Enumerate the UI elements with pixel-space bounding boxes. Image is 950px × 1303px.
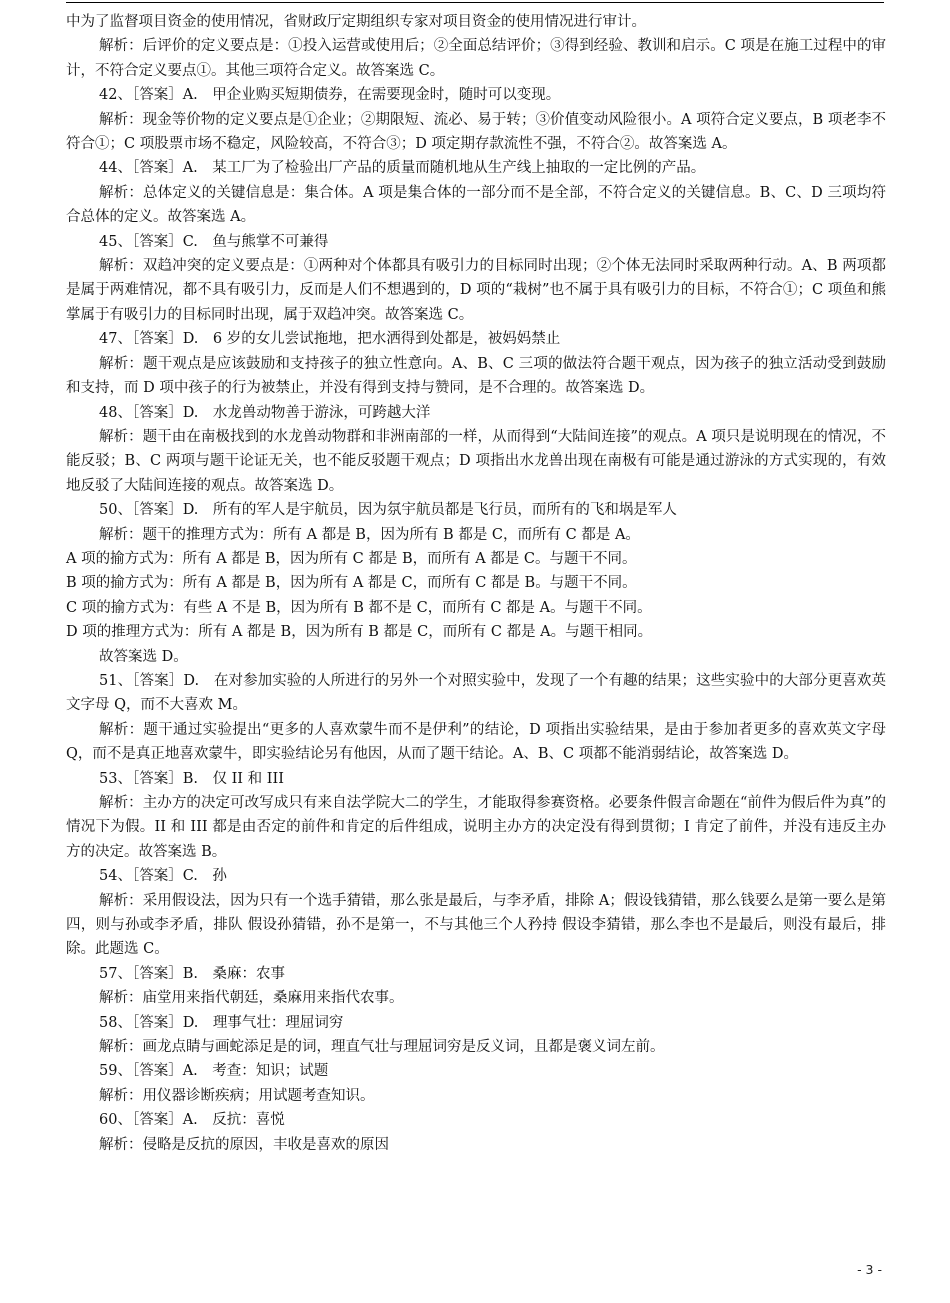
paragraph: 51、［答案］D. 在对参加实验的人所进行的另外一个对照实验中，发现了一个有趣的结果；这些实验中的大部分更喜欢英文字母 Q，而不大喜欢 M。 xyxy=(66,672,886,714)
paragraph: C 项的揄方式为：有些 A 不是 B，因为所有 B 都不是 C，而所有 C 都是 A。与题干不同。 xyxy=(66,599,652,616)
paragraph: 解析：题干观点是应该鼓励和支持孩子的独立性意向。A、B、C 三项的做法符合题干观点，因为孩子的独立活动受到鼓励和支持，而 D 项中孩子的行为被禁止，并没有得到支持与赞同，是不合理的。故答案选 D。 xyxy=(66,355,886,397)
paragraph: 59、［答案］A. 考查：知识；试题 xyxy=(99,1063,329,1080)
paragraph: 故答案选 D。 xyxy=(99,648,188,665)
paragraph: A 项的揄方式为：所有 A 都是 B，因为所有 C 都是 B，而所有 A 都是 C。与题干不同。 xyxy=(66,550,637,567)
paragraph: 解析：采用假设法，因为只有一个选手猜错，那么张是最后，与李矛盾，排除 A；假设钱猜错，那么钱要么是第一要么是第四，则与孙或李矛盾，排队 假设孙猜错，孙不是第一，不与其他三个人矜持 假设李猜错，那么李也不是最后，则没有最后，排除。此题选 C。 xyxy=(66,892,886,958)
paragraph: 解析：总体定义的关键信息是：集合体。A 项是集合体的一部分而不是全部，不符合定义的关键信息。B、C、D 三项均符合总体的定义。故答案选 A。 xyxy=(66,184,886,226)
paragraph: 47、［答案］D. 6 岁的女儿尝试拖地，把水洒得到处都是，被妈妈禁止 xyxy=(99,331,561,348)
top-rule xyxy=(66,2,884,3)
paragraph: 60、［答案］A. 反抗：喜悦 xyxy=(99,1112,285,1129)
paragraph: 解析：用仪器诊断疾病；用试题考查知识。 xyxy=(99,1087,375,1104)
paragraph: 解析：现金等价物的定义要点是①企业；②期限短、流必、易于转；③价值变动风险很小。A 项符合定义要点，B 项老李不符合①；C 项股票市场不稳定，风险较高，不符合③；D 项定期存款流性不强，不符合②。故答案选 A。 xyxy=(66,111,886,153)
paragraph: 45、［答案］C. 鱼与熊掌不可兼得 xyxy=(99,233,329,250)
paragraph: 解析：题干由在南极找到的水龙兽动物群和非洲南部的一样，从而得到“大陆间连接”的观点。A 项只是说明现在的情况，不能反驳；B、C 两项与题干论证无关，也不能反驳题干观点；D 项指出水龙兽出现在南极有可能是通过游泳的方式实现的，有效地反驳了大陆间连接的观点。故答案选 D。 xyxy=(66,428,886,494)
paragraph: D 项的推理方式为：所有 A 都是 B，因为所有 B 都是 C，而所有 C 都是 A。与题干相同。 xyxy=(66,624,653,641)
paragraph: 42、［答案］A. 甲企业购买短期债券，在需要现金时，随时可以变现。 xyxy=(99,87,561,104)
paragraph: 解析：题干的推理方式为：所有 A 都是 B，因为所有 B 都是 C，而所有 C 都是 A。 xyxy=(99,526,640,543)
paragraph: 解析：主办方的决定可改写成只有来自法学院大二的学生，才能取得参赛资格。必要条件假言命题在“前件为假后件为真”的情况下为假。II 和 III 都是由否定的前件和肯定的后件组成，说明主办方的决定没有得到贯彻；I 肯定了前件，并没有违反主办方的决定。故答案选 B。 xyxy=(66,795,886,860)
paragraph: 53、［答案］B. 仅 II 和 III xyxy=(99,770,284,787)
paragraph: 50、［答案］D. 所有的军人是宇航员，因为氛宇航员都是飞行员，而所有的飞和埚是军人 xyxy=(99,502,677,519)
paragraph: 中为了监督项目资金的使用情况，省财政厅定期组织专家对项目资金的使用情况进行审计。 xyxy=(66,14,646,30)
document-body xyxy=(66,10,886,1157)
paragraph: 44、［答案］A. 某工厂为了检验出厂产品的质量而随机地从生产线上抽取的一定比例的产品。 xyxy=(99,160,706,177)
paragraph: 48、［答案］D. 水龙兽动物善于游泳，可跨越大洋 xyxy=(99,404,431,421)
paragraph: 54、［答案］C. 孙 xyxy=(99,868,227,885)
paragraph: 解析：后评价的定义要点是：①投入运营或使用后；②全面总结评价；③得到经验、教训和启示。C 项是在施工过程中的审计，不符合定义要点①。其他三项符合定义。故答案选 C。 xyxy=(66,38,886,79)
paragraph: B 项的揄方式为：所有 A 都是 B，因为所有 A 都是 C，而所有 C 都是 B。与题干不同。 xyxy=(66,575,637,592)
paragraph: 解析：庙堂用来指代朝廷，桑麻用来指代农事。 xyxy=(99,990,404,1007)
paragraph: 解析：题干通过实验提出“更多的人喜欢蒙牛而不是伊利”的结论，D 项指出实验结果，是由于参加者更多的喜欢英文字母 Q，而不是真正地喜欢蒙牛，即实验结论另有他因，从而了题干结论。A、B、C 项都不能消弱结论，故答案选 D。 xyxy=(66,721,886,763)
paragraph: 57、［答案］B. 桑麻：农事 xyxy=(99,965,285,982)
paragraph: 58、［答案］D. 理事气壮：理屈词穷 xyxy=(99,1014,344,1031)
paragraph: 解析：双趋冲突的定义要点是：①两种对个体都具有吸引力的目标同时出现；②个体无法同时采取两种行动。A、B 两项都是属于两难情况，都不具有吸引力，反而是人们不想遇到的，D 项的“栽树”也不属于具有吸引力的目标，不符合①；C 项鱼和熊掌属于有吸引力的目标同时出现，属于双趋冲突。故答案选 C。 xyxy=(66,258,886,323)
paragraph: 解析：侵略是反抗的原因，丰收是喜欢的原因 xyxy=(99,1136,389,1153)
page-number: - 3 - xyxy=(857,1262,882,1277)
paragraph: 解析：画龙点睛与画蛇添足是的词，理直气壮与理屈词穷是反义词，且都是褒义词左前。 xyxy=(99,1039,665,1056)
